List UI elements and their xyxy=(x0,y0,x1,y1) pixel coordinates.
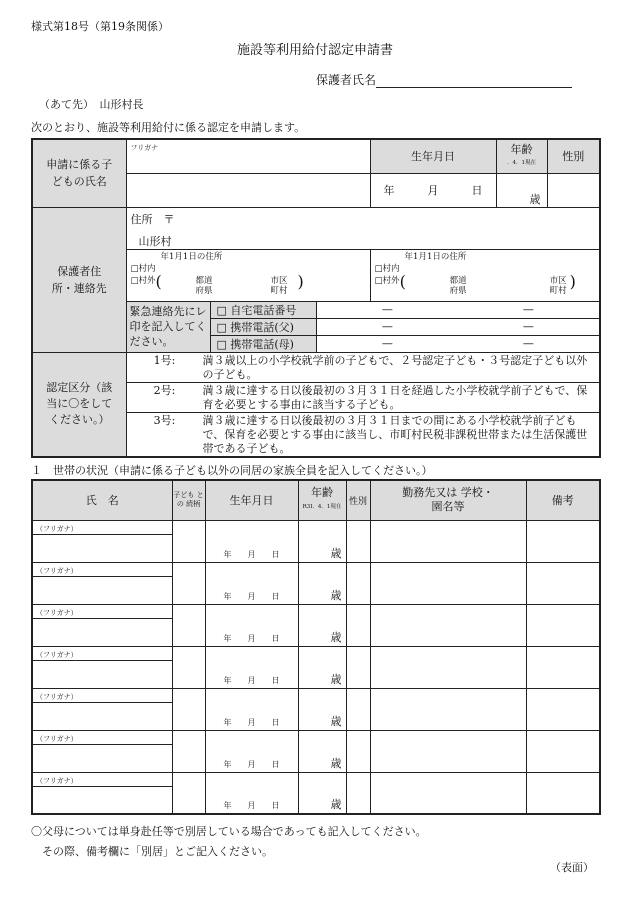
relation-field[interactable] xyxy=(172,772,205,814)
relation-field[interactable] xyxy=(172,730,205,772)
child-name-input[interactable]: フリガナ xyxy=(126,139,370,173)
work-field[interactable] xyxy=(370,562,526,604)
sex-field[interactable] xyxy=(346,688,370,730)
table-row xyxy=(32,520,600,534)
col-relation: 子ども との 続柄 xyxy=(172,480,205,520)
age-field[interactable]: 歳 xyxy=(298,562,346,604)
relation-field[interactable] xyxy=(172,688,205,730)
footer-note-1: 〇父母については単身赴任等で別居している場合であっても記入してください。 xyxy=(31,825,427,838)
cert-category-label: 認定区分（該当に〇をしてください。） xyxy=(32,352,126,457)
furigana-field[interactable]: （フリガナ） xyxy=(32,772,172,786)
child-sex-label: 性別 xyxy=(547,139,600,173)
child-name-field[interactable] xyxy=(126,173,370,207)
sex-field[interactable] xyxy=(346,772,370,814)
work-field[interactable] xyxy=(370,520,526,562)
age-field[interactable]: 歳 xyxy=(298,604,346,646)
sex-field[interactable] xyxy=(346,730,370,772)
furigana-field[interactable]: （フリガナ） xyxy=(32,520,172,534)
work-field[interactable] xyxy=(370,730,526,772)
contact-mother-mobile[interactable]: □ 携帯電話(母) xyxy=(211,335,317,352)
notes-field[interactable] xyxy=(526,520,600,562)
child-age-field[interactable]: 歳 xyxy=(496,173,547,207)
birth-field[interactable]: 年 月 日 xyxy=(205,604,298,646)
relation-field[interactable] xyxy=(172,520,205,562)
household-header-row xyxy=(32,480,600,520)
notes-field[interactable] xyxy=(526,730,600,772)
sex-field[interactable] xyxy=(346,646,370,688)
birth-field[interactable]: 年 月 日 xyxy=(205,688,298,730)
contact-dash: — xyxy=(317,335,458,352)
col-age: 年齢 R3I．4．1現在 xyxy=(298,480,346,520)
birth-field[interactable]: 年 月 日 xyxy=(205,772,298,814)
age-field[interactable]: 歳 xyxy=(298,730,346,772)
name-field[interactable] xyxy=(32,534,172,562)
child-birth-field[interactable]: 年 月 日 xyxy=(370,173,496,207)
table-row xyxy=(32,772,600,786)
addressee: （あて先） 山形村長 xyxy=(39,98,144,111)
cert-item-2[interactable]: 2号: 満３歳に達する日以後最初の３月３１日を経過した小学校就学前子どもで、保育を必要とする事由に該当する子ども。 xyxy=(126,382,600,412)
page-side-label: （表面） xyxy=(550,861,594,874)
guardian-name-field[interactable] xyxy=(316,71,572,88)
contact-dash: — xyxy=(381,303,393,316)
furigana-field[interactable]: （フリガナ） xyxy=(32,562,172,576)
guardian-name-label: 保護者氏名 xyxy=(316,73,377,87)
contact-dash: — xyxy=(317,318,458,335)
table-row xyxy=(32,646,600,660)
col-work: 勤務先又は 学校・園名等 xyxy=(370,480,526,520)
table-row xyxy=(32,730,600,744)
guardian-address-label: 保護者住所・連絡先 xyxy=(32,207,126,352)
relation-field[interactable] xyxy=(172,646,205,688)
birth-field[interactable]: 年 月 日 xyxy=(205,520,298,562)
furigana-field[interactable]: （フリガナ） xyxy=(32,604,172,618)
birth-field[interactable]: 年 月 日 xyxy=(205,730,298,772)
work-field[interactable] xyxy=(370,604,526,646)
col-notes: 備考 xyxy=(526,480,600,520)
age-field[interactable]: 歳 xyxy=(298,520,346,562)
age-field[interactable]: 歳 xyxy=(298,772,346,814)
notes-field[interactable] xyxy=(526,772,600,814)
furigana-field[interactable]: （フリガナ） xyxy=(32,646,172,660)
intro-text: 次のとおり、施設等利用給付に係る認定を申請します。 xyxy=(31,121,306,134)
work-field[interactable] xyxy=(370,688,526,730)
name-field[interactable] xyxy=(32,660,172,688)
furigana-field[interactable]: （フリガナ） xyxy=(32,730,172,744)
jan1-address-2[interactable]: 年1月1日の住所 □村内 □村外 ( 都道 府県 市区 町村 ) xyxy=(370,249,600,301)
col-name: 氏 名 xyxy=(32,480,172,520)
child-sex-field[interactable] xyxy=(547,173,600,207)
cert-item-3[interactable]: 3号: 満３歳に達する日以後最初の３月３１日までの間にある小学校就学前子どもで、保育を必要とする事由に該当し、市町村民税非課税世帯または生活保護世帯である子ども。 xyxy=(126,412,600,457)
page-title: 施設等利用給付認定申請書 xyxy=(236,43,393,58)
cert-item-1[interactable]: 1号: 満３歳以上の小学校就学前の子どもで、２号認定子ども・３号認定子ども以外の子ども。 xyxy=(126,352,600,382)
contact-father-mobile[interactable]: □ 携帯電話(父) xyxy=(211,318,317,335)
household-table xyxy=(31,479,601,815)
work-field[interactable] xyxy=(370,772,526,814)
child-age-label: 年齢 ．4．1現在 xyxy=(496,139,547,173)
contact-dash: — xyxy=(522,303,534,316)
notes-field[interactable] xyxy=(526,646,600,688)
table-row xyxy=(32,688,600,702)
age-field[interactable]: 歳 xyxy=(298,646,346,688)
age-field[interactable]: 歳 xyxy=(298,688,346,730)
furigana-field[interactable]: （フリガナ） xyxy=(32,688,172,702)
guardian-name-line xyxy=(376,76,572,88)
notes-field[interactable] xyxy=(526,688,600,730)
col-birth: 生年月日 xyxy=(205,480,298,520)
household-section-title: １ 世帯の状況（申請に係る子ども以外の同居の家族全員を記入してください。） xyxy=(31,464,433,477)
notes-field[interactable] xyxy=(526,604,600,646)
birth-field[interactable]: 年 月 日 xyxy=(205,562,298,604)
table-row xyxy=(32,604,600,618)
emergency-contact-note: 緊急連絡先にレ印を記入してください。 xyxy=(126,301,210,352)
relation-field[interactable] xyxy=(172,604,205,646)
form-number: 様式第18号（第19条関係） xyxy=(31,20,169,33)
col-sex: 性別 xyxy=(346,480,370,520)
name-field[interactable] xyxy=(32,744,172,772)
sex-field[interactable] xyxy=(346,604,370,646)
footer-note-2: その際、備考欄に「別居」とご記入ください。 xyxy=(42,845,273,858)
contact-dash: — xyxy=(458,335,599,352)
contact-list xyxy=(210,301,600,352)
table-row xyxy=(32,562,600,576)
work-field[interactable] xyxy=(370,646,526,688)
contact-home-phone[interactable]: □ 自宅電話番号 xyxy=(211,302,317,319)
application-table xyxy=(31,138,601,458)
jan1-address-1[interactable]: 年1月1日の住所 □村内 □村外 ( 都道 府県 市区 町村 ) xyxy=(126,249,370,301)
name-field[interactable] xyxy=(32,702,172,730)
name-field[interactable] xyxy=(32,786,172,814)
name-field[interactable] xyxy=(32,576,172,604)
child-name-label: 申請に係る子どもの氏名 xyxy=(32,139,126,207)
relation-field[interactable] xyxy=(172,562,205,604)
child-birth-label: 生年月日 xyxy=(370,139,496,173)
guardian-address-field[interactable]: 住所 〒 山形村 xyxy=(126,207,600,249)
contact-dash: — xyxy=(458,318,599,335)
sex-field[interactable] xyxy=(346,562,370,604)
name-field[interactable] xyxy=(32,618,172,646)
sex-field[interactable] xyxy=(346,520,370,562)
birth-field[interactable]: 年 月 日 xyxy=(205,646,298,688)
notes-field[interactable] xyxy=(526,562,600,604)
